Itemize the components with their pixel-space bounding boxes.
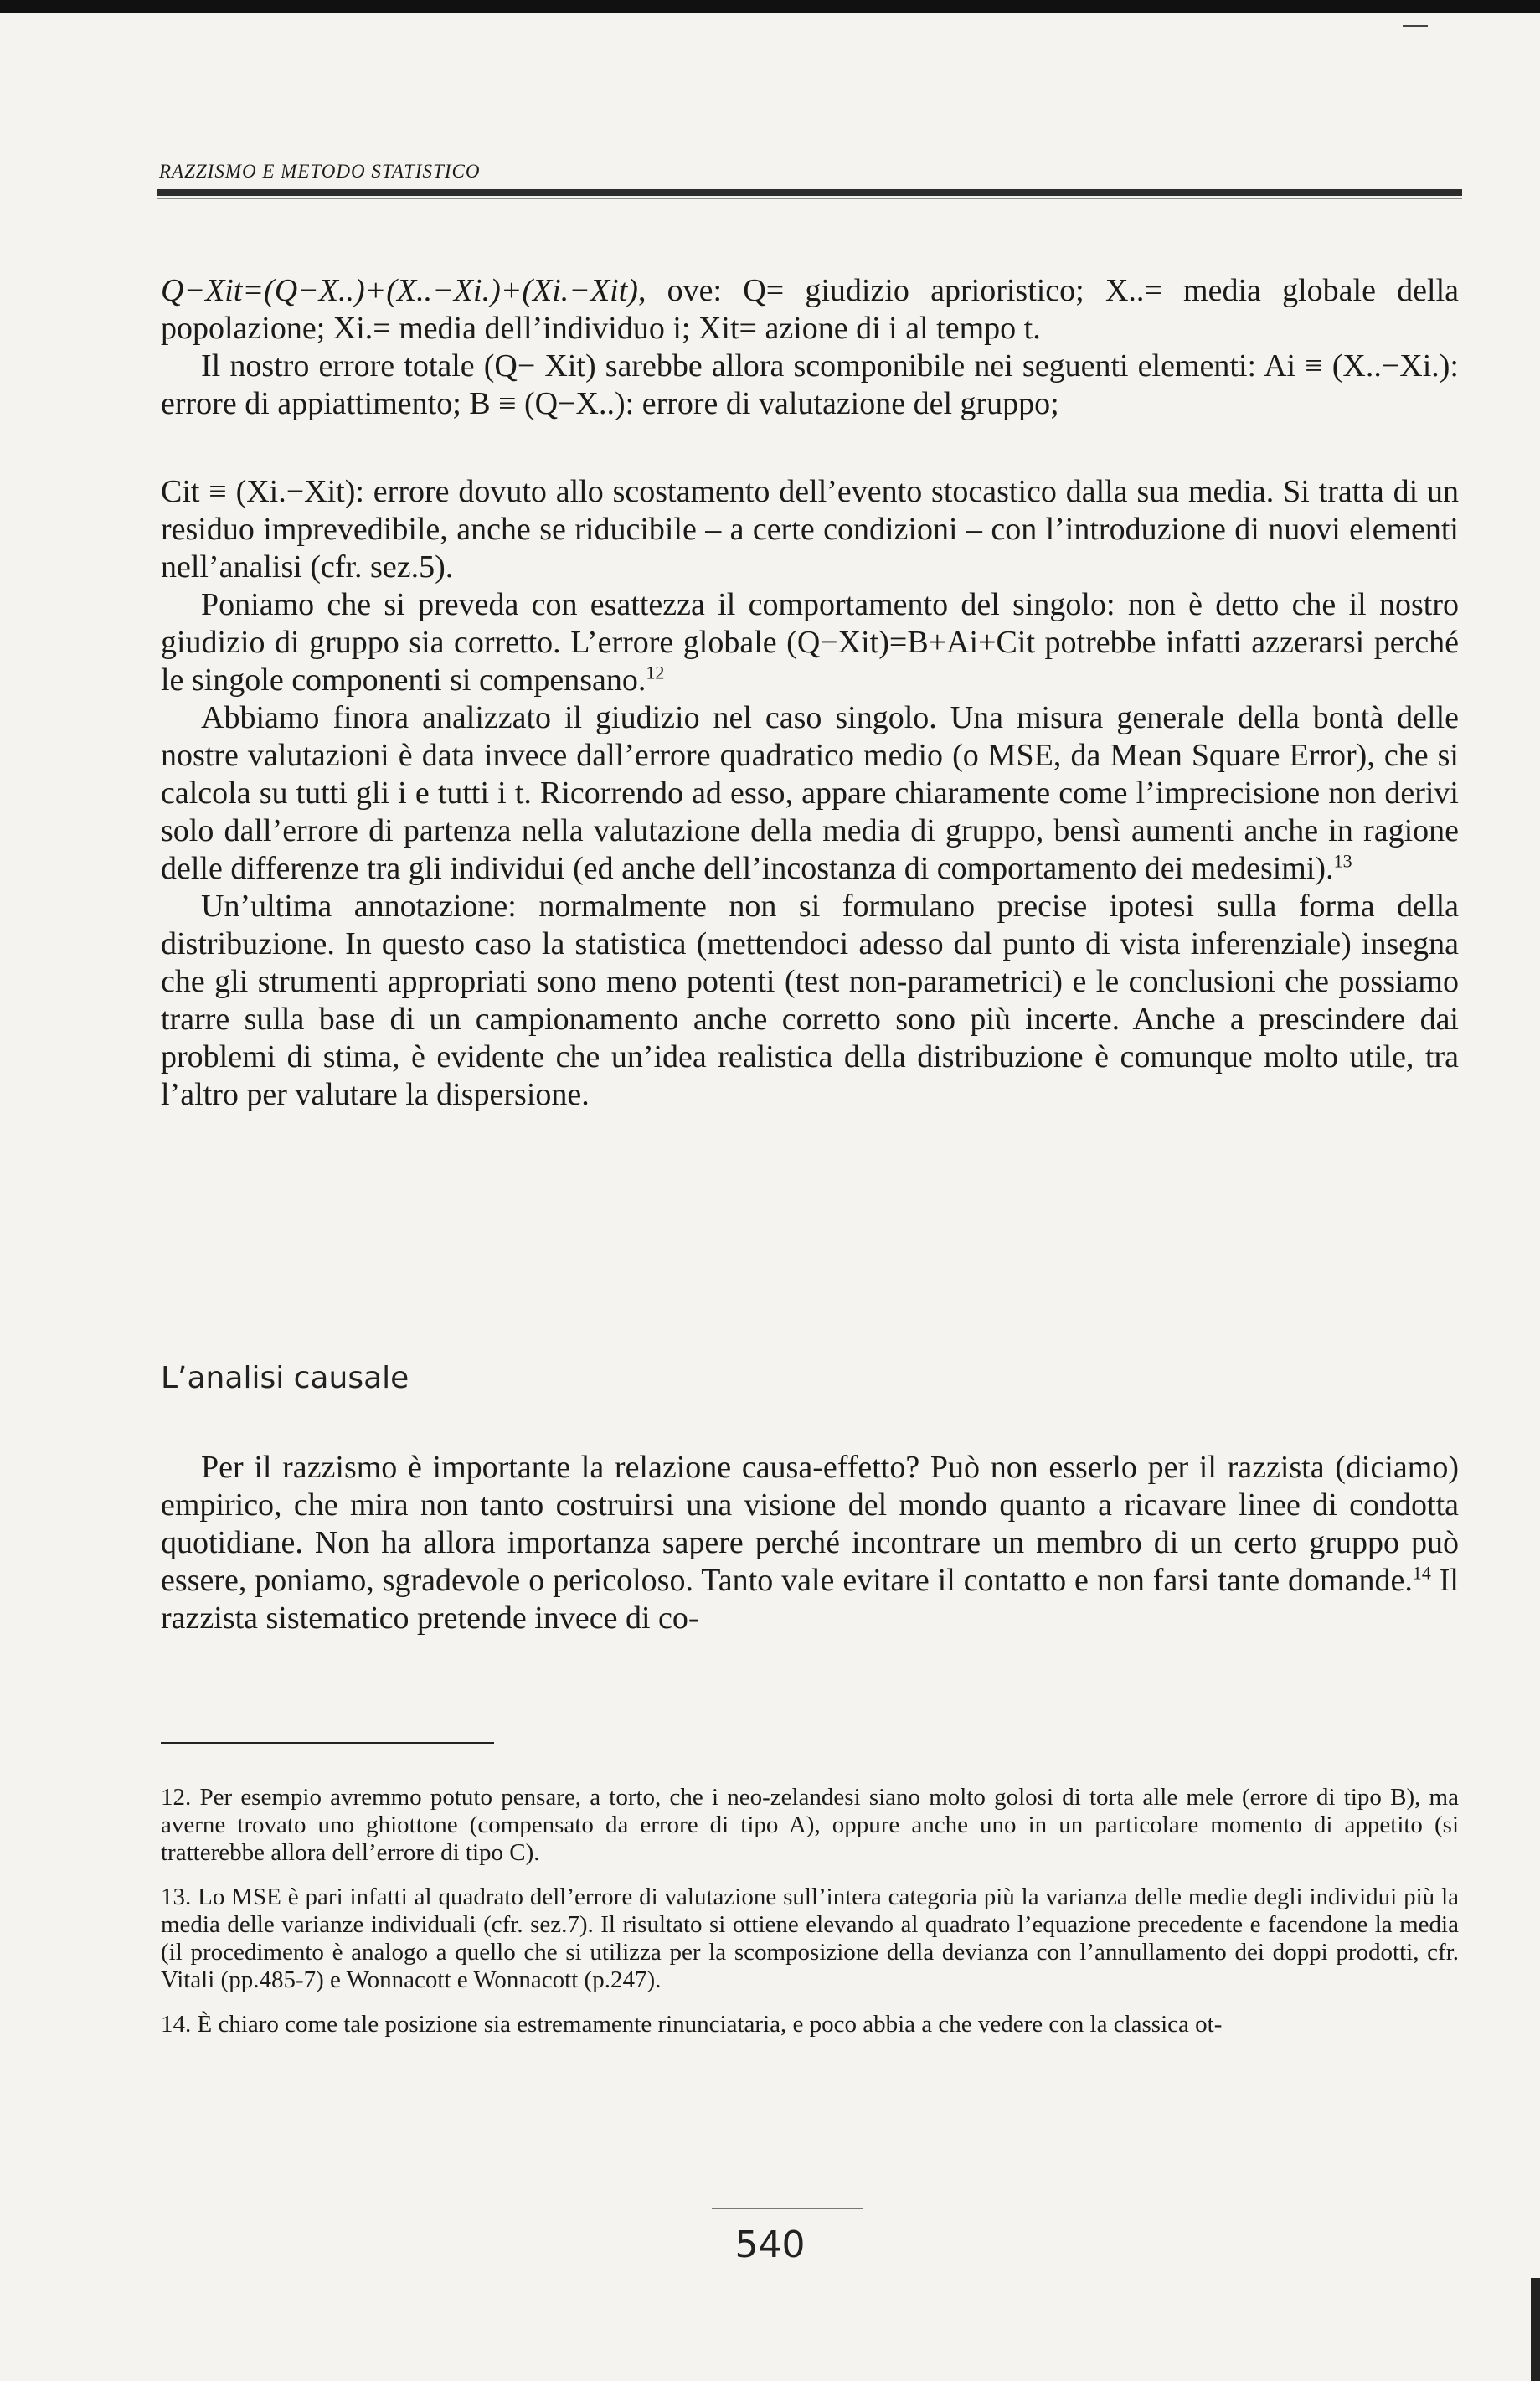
footnote-ref-14[interactable]: 14: [1412, 1562, 1431, 1584]
paragraph-2: Abbiamo finora analizzato il giudizio nel caso singolo. Una misura generale della bontà delle nostre valutazioni è data invece dall’errore quadratico medio (o MSE, da Mean Square Error), che si calcola su tutti gli i e tutti i t. Ricorrendo ad esso, appare chiaramente come l’imprecisione non derivi solo dall’errore di partenza nella valutazione della media di gruppo, bensì aumenti anche in ragione delle differenze tra gli individui (ed anche dell’incostanza di comportamento dei medesimi).$^{13}$: [161, 700, 1459, 886]
page-number: 540: [734, 2224, 806, 2266]
main-text: [161, 473, 1459, 1114]
footnote-ref-12[interactable]: 12: [646, 662, 665, 683]
scan-edge-shadow: [1531, 2278, 1540, 2381]
formula-line: [161, 272, 1459, 348]
footnote-rule: [161, 1742, 494, 1744]
section-paragraph: Per il razzismo è importante la relazione causa-effetto? Può non esserlo per il razzista (diciamo) empirico, che mira non tanto costruirsi una visione del mondo quanto a ricavare linee di condotta quotidiane. Non ha allora importanza sapere perché incontrare un membro di un certo gruppo può essere, poniamo, sgradevole o pericoloso. Tanto vale evitare il contatto e non farsi tante domande.$^{14}$ Il razzista sistematico pretende invece di co-: [161, 1450, 1459, 1636]
section-title: L’analisi causale: [161, 1361, 409, 1395]
formula-block: [161, 272, 1459, 423]
decomposition-paragraph: Il nostro errore totale (Q− Xit) sarebbe allora scomponibile nei seguenti elementi: Ai ≡ (X..−Xi.): errore di appiattimento; B ≡ (Q−X..): errore di valutazione del gruppo;: [161, 348, 1459, 421]
section-text: [161, 1449, 1459, 1637]
paragraph-1: Poniamo che si preveda con esattezza il comportamento del singolo: non è detto che il nostro giudizio di gruppo sia corretto. L’errore globale (Q−Xit)=B+Ai+Cit potrebbe infatti azzerarsi perché le singole componenti si compensano.$^{12}$: [161, 587, 1459, 698]
footnote-12: 12. Per esempio avremmo potuto pensare, a torto, che i neo-zelandesi siano molto golosi di torta alle mele (errore di tipo B), ma averne trovato uno ghiottone (compensato da errore di tipo A), oppure anche uno in un particolare momento di appetito (si tratterebbe allora dell’errore di tipo C).: [161, 1784, 1459, 1866]
footnote-14: 14. È chiaro come tale posizione sia estremamente rinunciataria, e poco abbia a che vedere con la classica ot-: [161, 2011, 1223, 2038]
footnote-13: 13. Lo MSE è pari infatti al quadrato dell’errore di valutazione sull’intera categoria più la varianza delle medie degli individui più la media delle varianze individuali (cfr. sez.7). Il risultato si ottiene elevando al quadrato l’equazione precedente e facendone la media (il procedimento è analogo a quello che si utilizza per la scomposizione della devianza con l’annullamento dei doppi prodotti, cfr. Vitali (pp.485-7) e Wonnacott e Wonnacott (p.247).: [161, 1884, 1459, 1993]
header-rule: [157, 189, 1462, 196]
paragraph-cit: Cit ≡ (Xi.−Xit): errore dovuto allo scostamento dell’evento stocastico dalla sua media. Si tratta di un residuo imprevedibile, anche se riducibile – a certe condizioni – con l’introduzione di nuovi elementi nell’analisi (cfr. sez.5).: [161, 474, 1459, 585]
paragraph-3: Un’ultima annotazione: normalmente non si formulano precise ipotesi sulla forma della distribuzione. In questo caso la statistica (mettendoci adesso dal punto di vista inferenziale) insegna che gli strumenti appropriati sono meno potenti (test non-parametrici) e le conclusioni che possiamo trarre sulla base di un campionamento anche corretto sono più incerte. Anche a prescindere dai problemi di stima, è evidente che un’idea realistica della distribuzione è comunque molto utile, tra l’altro per valutare la dispersione.: [161, 889, 1459, 1112]
header-rule-thin: [157, 198, 1462, 199]
formula: Q−Xit=(Q−X..)+(X..−Xi.)+(Xi.−Xit): [161, 273, 638, 308]
scan-mark: [1403, 25, 1428, 27]
page-number-rule: [712, 2208, 863, 2209]
footnotes: [161, 1784, 1459, 2055]
footnote-ref-13[interactable]: 13: [1333, 850, 1352, 872]
running-head: RAZZISMO E METODO STATISTICO: [159, 161, 481, 182]
formula-definitions: , ove: Q= giudizio aprioristico; X..= media globale della popolazione; Xi.= media dell’individuo i; Xit= azione di i al tempo t.: [161, 273, 1459, 346]
scan-top-border: [0, 0, 1540, 13]
